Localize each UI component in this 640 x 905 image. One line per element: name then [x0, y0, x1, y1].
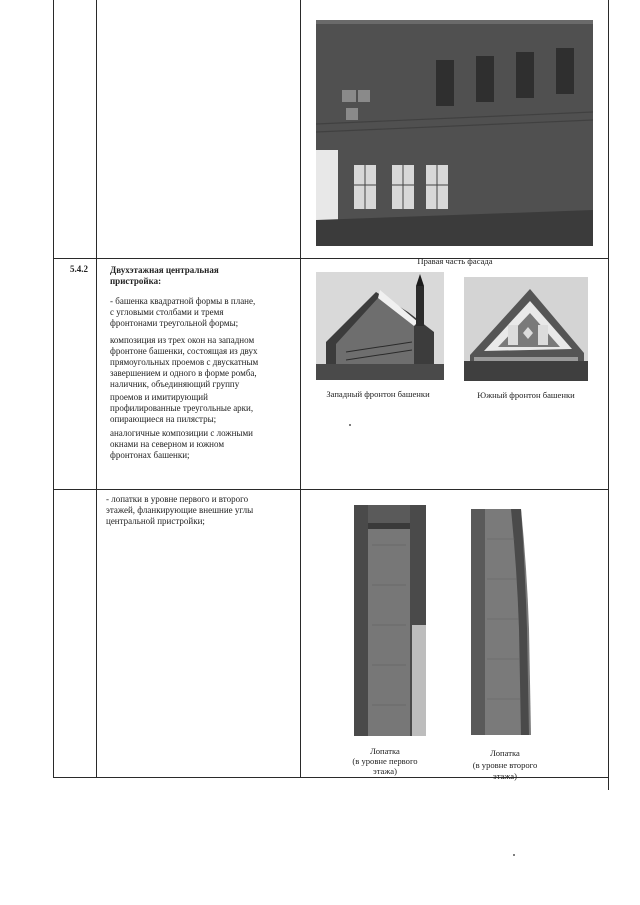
first-floor-pilaster-caption-line: этажа) [373, 766, 397, 776]
west-gable-photo [316, 272, 444, 380]
description-line: прямоугольных проемов с двускатным [110, 357, 259, 367]
pilaster-description-line: центральной пристройки; [106, 516, 205, 526]
description-line: профилированные треугольные арки, [110, 403, 254, 413]
second-floor-pilaster-photo [471, 509, 535, 735]
section-heading-line1: Двухэтажная центральная [110, 265, 219, 275]
south-gable-caption: Южный фронтон башенки [477, 390, 575, 400]
scan-speck [513, 854, 515, 856]
second-floor-pilaster-caption-line: Лопатка [490, 748, 520, 758]
table-right-border [608, 0, 609, 790]
description-line: - башенка квадратной формы в плане, [110, 296, 256, 306]
description-line: с угловыми столбами и тремя [110, 307, 224, 317]
item-number: 5.4.2 [70, 264, 88, 274]
pilaster-description-line: этажей, фланкирующие внешние углы [106, 505, 254, 515]
facade-photo-caption: Правая часть фасада [417, 256, 493, 266]
second-floor-pilaster-caption-line: этажа) [493, 771, 517, 781]
south-gable-photo [464, 277, 588, 381]
description-line: фронтоне башенки, состоящая из двух [110, 346, 258, 356]
description-line: окнами на северном и южном [110, 439, 225, 449]
first-floor-pilaster-caption-line: (в уровне первого [352, 756, 418, 766]
facade-photo [316, 20, 593, 246]
table-left-border [53, 0, 54, 777]
first-floor-pilaster-caption-line: Лопатка [370, 746, 400, 756]
table-col-divider-1 [96, 0, 97, 777]
pilaster-description-line: - лопатки в уровне первого и второго [106, 494, 249, 504]
description-line: композиция из трех окон на западном [110, 335, 255, 345]
description-line: фронтонами треугольной формы; [110, 318, 239, 328]
description-line: проемов и имитирующий [110, 392, 208, 402]
table-row-divider-2 [53, 489, 609, 490]
description-line: фронтонах башенки; [110, 450, 190, 460]
second-floor-pilaster-caption-line: (в уровне второго [472, 760, 538, 770]
description-line: наличник, объединяющий группу [110, 379, 240, 389]
scan-speck [349, 424, 351, 426]
description-line: завершением и одного в форме ромба, [110, 368, 257, 378]
description-line: опирающиеся на пилястры; [110, 414, 217, 424]
section-heading-line2: пристройка: [110, 276, 162, 286]
west-gable-caption: Западный фронтон башенки [326, 389, 430, 399]
table-col-divider-2 [300, 0, 301, 777]
first-floor-pilaster-photo [354, 505, 426, 736]
description-line: аналогичные композиции с ложными [110, 428, 253, 438]
